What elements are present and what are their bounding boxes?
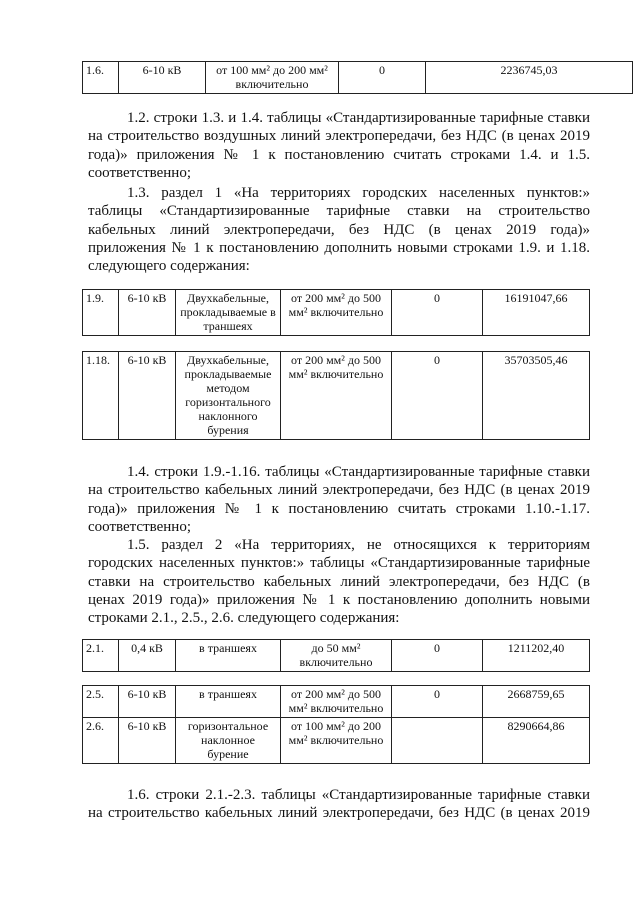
cell-number: 1.6. <box>83 62 119 94</box>
text-line: ценах 2019 года)» приложения № 1 к постановлению дополнить новыми <box>88 591 590 608</box>
cell-number: 2.1. <box>83 640 119 672</box>
cell-method: в траншеях <box>176 686 281 718</box>
text-line: на строительство кабельных линий электропередачи, без НДС (в ценах 2019 <box>88 805 590 822</box>
cell-rate: 2236745,03 <box>426 62 633 94</box>
paragraph-1-5 <box>88 536 590 627</box>
cell-number: 1.9. <box>83 290 119 336</box>
cell-voltage: 6-10 кВ <box>119 62 206 94</box>
cell-voltage: 6-10 кВ <box>119 718 176 764</box>
cell-number: 1.18. <box>83 352 119 440</box>
text-line: 1.4. строки 1.9.-1.16. таблицы «Стандартизированные тарифные ставки <box>127 464 590 480</box>
cell-method: Двухкабельные, прокладываемые методом горизонтального наклонного бурения <box>176 352 281 440</box>
text-line: года)» приложения № 1 к постановлению считать строками 1.4. и 1.5. <box>88 146 590 163</box>
text-line: 1.3. раздел 1 «На территориях городских населенных пунктов:» <box>127 185 590 201</box>
text-line: 1.2. строки 1.3. и 1.4. таблицы «Стандартизированные тарифные ставки <box>127 110 590 126</box>
cell-value-zero: 0 <box>392 290 483 336</box>
text-line: городских населенных пунктов:» таблицы «Стандартизированные тарифные <box>88 555 590 572</box>
cell-value-zero: 0 <box>392 640 483 672</box>
cell-rate: 35703505,46 <box>483 352 590 440</box>
paragraph-1-4 <box>88 463 590 536</box>
paragraph-1-2 <box>88 109 590 182</box>
cell-voltage: 6-10 кВ <box>119 290 176 336</box>
cell-number: 2.5. <box>83 686 119 718</box>
cell-section: от 200 мм² до 500 мм² включительно <box>281 686 392 718</box>
table-row <box>83 640 590 672</box>
text-line: ставки на строительство кабельных линий электропередачи, без НДС (в <box>88 573 590 590</box>
cell-voltage: 6-10 кВ <box>119 686 176 718</box>
cell-method: Двухкабельные, прокладываемые в траншеях <box>176 290 281 336</box>
text-line: приложения № 1 к постановлению дополнить новыми строками 1.9. и 1.18. <box>88 239 590 256</box>
text-line: соответственно; <box>88 518 191 535</box>
cell-rate: 8290664,86 <box>483 718 590 764</box>
cell-voltage: 6-10 кВ <box>119 352 176 440</box>
text-line: следующего содержания: <box>88 258 250 275</box>
cell-section: от 200 мм² до 500 мм² включительно <box>281 290 392 336</box>
table-row <box>83 290 590 336</box>
cell-value-zero: 0 <box>392 352 483 440</box>
text-line: на строительство воздушных линий электропередачи, без НДС (в ценах 2019 <box>88 128 590 145</box>
cell-method: горизонтальное наклонное бурение <box>176 718 281 764</box>
table-row-1-6 <box>82 61 633 94</box>
cell-section: от 200 мм² до 500 мм² включительно <box>281 352 392 440</box>
cell-method: в траншеях <box>176 640 281 672</box>
text-line: 1.5. раздел 2 «На территориях, не относящихся к территориям <box>127 537 590 553</box>
table-rows-2-5-2-6 <box>82 685 590 764</box>
text-line: 1.6. строки 2.1.-2.3. таблицы «Стандартизированные тарифные ставки <box>127 787 590 803</box>
cell-voltage: 0,4 кВ <box>119 640 176 672</box>
text-line: на строительство кабельных линий электропередачи, без НДС (в ценах 2019 <box>88 482 590 499</box>
cell-rate: 1211202,40 <box>483 640 590 672</box>
text-line: года)» приложения № 1 к постановлению считать строками 1.10.-1.17. <box>88 500 590 517</box>
table-row-1-18 <box>82 351 590 440</box>
table-row <box>83 718 590 764</box>
text-line: строками 2.1., 2.5., 2.6. следующего содержания: <box>88 610 400 627</box>
paragraph-1-3 <box>88 184 590 275</box>
cell-section: от 100 мм² до 200 мм² включительно <box>281 718 392 764</box>
paragraph-1-6 <box>88 786 590 823</box>
cell-section: до 50 мм² включительно <box>281 640 392 672</box>
cell-rate: 16191047,66 <box>483 290 590 336</box>
cell-section: от 100 мм² до 200 мм² включительно <box>206 62 339 94</box>
text-line: соответственно; <box>88 164 191 181</box>
table-row <box>83 686 590 718</box>
table-row <box>83 352 590 440</box>
table-row-2-1 <box>82 639 590 672</box>
cell-number: 2.6. <box>83 718 119 764</box>
cell-value-zero <box>392 718 483 764</box>
table-row <box>83 62 633 94</box>
table-row-1-9 <box>82 289 590 336</box>
cell-value-zero: 0 <box>339 62 426 94</box>
cell-value-zero: 0 <box>392 686 483 718</box>
text-line: кабельных линий электропередачи, без НДС (в ценах 2019 года)» <box>88 221 590 238</box>
cell-rate: 2668759,65 <box>483 686 590 718</box>
text-line: таблицы «Стандартизированные тарифные ставки на строительство <box>88 203 590 220</box>
